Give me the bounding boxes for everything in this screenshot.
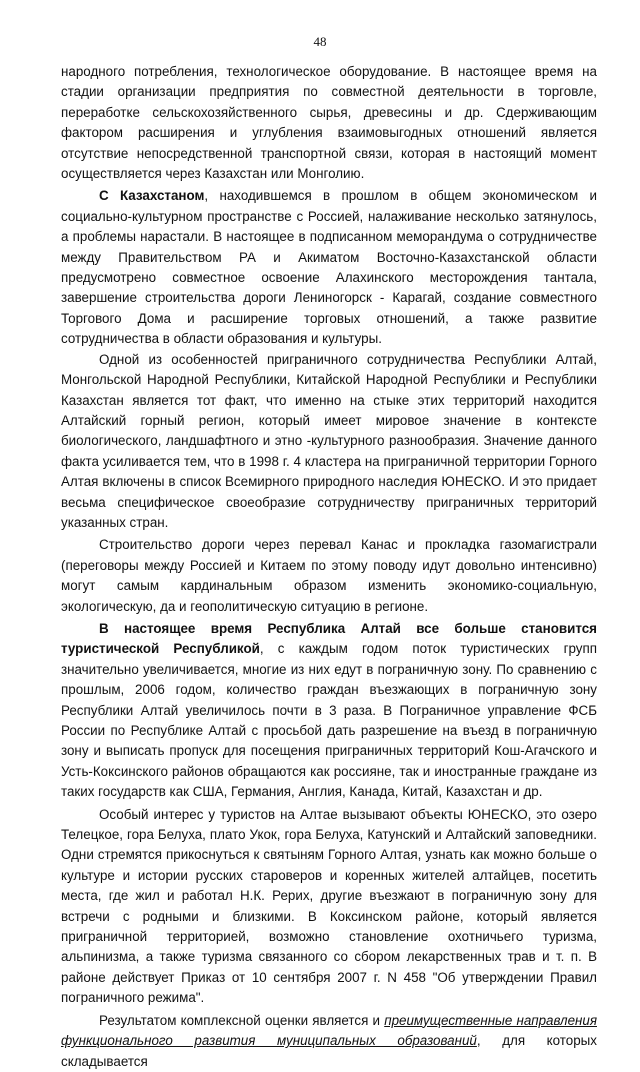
result-text-end: , для которых складывается [61,1033,598,1069]
paragraph-kanas-road: Строительство дороги через перевал Канас и прокладка газомагистрали (переговоры между Россией и Китаем по этому поводу идут довольно интенсивно) могут самым кардинальным образом изменить экономико-социальную, экологическую, да и геополитическую ситуацию в регионе. [61,537,597,614]
tourism-text: , с каждым годом поток туристических групп значительно увеличивается, многие из них едут в пограничную зону. По сравнению с прошлым, 2006 годом, количество граждан въезжающих в пограничную зону Республики Алтай увеличилось почти в 3 раза. В Пограничное управление ФСБ России по Республике Алтай с просьбой дать разрешение на въезд в пограничную зону и выписать пропуск для посещения приграничных территорий Кош-Агачского и Усть-Коксинского районов обращаются как россияне, так и иностранные граждане из таких государств как США, Германия, Англия, Канада, Китай, Казахстан и др. [61,641,597,800]
paragraph-unesco-interest: Особый интерес у туристов на Алтае вызывают объекты ЮНЕСКО, это озеро Телецкое, гора Белуха, плато Укок, гора Белуха, Катунский и Алтайский заповедники. Одни стремятся прикоснуться к святыням Горного Алтая, узнать как можно больше о культуре и истории русских староверов и коренных жителей алтайцев, посетить места, где жил и работал Н.К. Рерих, другие въезжают в пограничную зону для встречи с родными и близкими. В Коксинском районе, который является приграничной территорией, возможно становление охотничьего туризма, альпинизма, а также туризма связанного со сбором лекарственных трав и т. п. В районе действует Приказ от 10 сентября 2007 г. N 458 "Об утверждении Правил пограничного режима". [61,806,597,1006]
development-directions-emphasis: преимущественные направления функционального развития муниципальных образований [61,1012,597,1049]
kazakhstan-text: , находившемся в прошлом в общем экономическом и социально-культурном пространстве с Россией, налаживание несколько затянулось, а проблемы нарастали. В настоящее в подписанном меморандума о сотрудничестве между Правительством РА и Акиматом Восточно-Казахстанской области предусмотрено совместное освоение Алахинского месторождения тантала, завершение строительства дороги Лениногорск - Карагай, создание совместного Торгового Дома и расширение торговых отношений, а также развитие сотрудничества в области образования и культуры. [61,188,598,347]
paragraph-result [61,1011,597,1072]
paragraph-kazakhstan [61,186,597,349]
paragraph-1: народного потребления, технологическое оборудование. В настоящее время на стадии организации предприятия по совместной деятельности в торговле, переработке сельскохозяйственного сырья, древесины и др. Сдерживающим фактором расширения и углубления взаимовыгодных отношений является отсутствие непосредственной транспортной связи, которая в настоящий момент осуществляется через Казахстан или Монголию. [61,64,597,182]
tourism-heading: В настоящее время Республика Алтай все больше становится туристической Республикой [61,620,597,657]
paragraph-tourism [61,619,597,803]
document-body [61,62,597,1072]
result-text-start: Результатом комплексной оценки является и [99,1012,385,1028]
paragraph-border-cooperation: Одной из особенностей приграничного сотрудничества Республики Алтай, Монгольской Народной Республики, Китайской Народной Республики и Республики Казахстан является тот факт, что именно на стыке этих территорий находится Алтайский горный регион, который имеет мировое значение в контексте биологического, ландшафтного и этно -культурного разнообразия. Значение данного факта усиливается тем, что в 1998 г. 4 кластера на приграничной территории Горного Алтая включены в список Всемирного природного наследия ЮНЕСКО. И это придает весьма специфическое своеобразие сотрудничеству приграничных территорий указанных стран. [61,351,597,530]
page-number: 48 [313,34,327,49]
kazakhstan-heading: С Казахстаном [99,188,205,204]
